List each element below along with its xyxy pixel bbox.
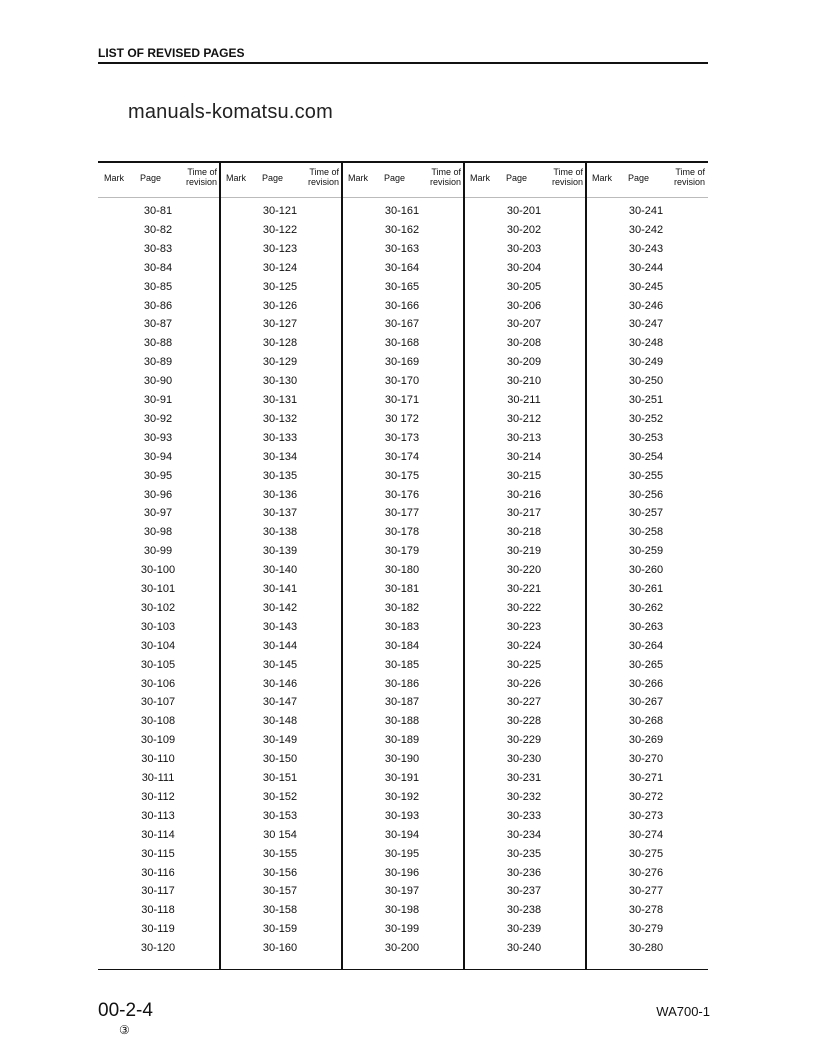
page-cell: 30-239: [506, 923, 542, 936]
column-divider: [585, 161, 587, 970]
page-cell: 30-105: [140, 658, 176, 671]
page-cell: 30-209: [506, 356, 542, 369]
page-cell: 30-138: [262, 526, 298, 539]
page-cell: 30-114: [141, 828, 175, 841]
page-cell: 30-152: [262, 790, 298, 803]
column-divider: [219, 161, 221, 970]
page-cell: 30-101: [140, 583, 176, 595]
page-cell: 30-223: [506, 620, 542, 633]
page-cell: 30-263: [628, 620, 664, 633]
page-cell: 30-211: [507, 394, 541, 406]
page-cell: 30-248: [628, 337, 664, 350]
page-cell: 30-253: [628, 431, 664, 444]
title-rule: [98, 62, 708, 64]
page-cell: 30-261: [628, 583, 664, 595]
page-cell: 30-132: [262, 412, 298, 425]
page-cell: 30 154: [263, 828, 297, 841]
page-cell: 30-212: [506, 412, 542, 425]
page-cell: 30-84: [143, 261, 173, 274]
table-column-group: [342, 161, 464, 970]
page-cell: 30-98: [143, 526, 173, 539]
page-cell: 30-268: [628, 715, 664, 728]
page-cell: 30-221: [506, 583, 542, 595]
page-cell: 30-156: [262, 866, 298, 879]
page-cell: 30-181: [384, 583, 420, 595]
page-cell: 30-128: [262, 337, 298, 350]
page-cell: 30-276: [628, 866, 664, 879]
page-cell: 30-119: [141, 923, 175, 936]
page-cell: 30-247: [628, 318, 664, 331]
page-cell: 30-274: [628, 828, 664, 841]
page-cell: 30 172: [385, 412, 419, 425]
revised-pages-table: [98, 161, 708, 970]
page-cell: 30-159: [262, 923, 298, 936]
page-cell: 30-231: [506, 772, 542, 784]
page-cell: 30-129: [262, 356, 298, 369]
table-column-group: [98, 161, 220, 970]
page-cell: 30-267: [628, 696, 664, 709]
page-cell: 30-183: [384, 620, 420, 633]
page-cell: 30-163: [384, 242, 420, 255]
page-cell: 30-227: [506, 696, 542, 709]
page-cell: 30-259: [628, 545, 664, 558]
page-cell: 30-151: [262, 772, 298, 784]
page-cell: 30-120: [140, 942, 176, 955]
page-cell: 30-273: [628, 809, 664, 822]
page-cell: 30-153: [262, 809, 298, 822]
page-cell: 30-97: [143, 507, 173, 520]
page-cell: 30-213: [506, 431, 542, 444]
page-cell: 30-136: [262, 488, 298, 501]
page-cell: 30-115: [141, 847, 175, 860]
page-cell: 30-143: [262, 620, 298, 633]
page-cell: 30-135: [262, 469, 298, 482]
page-cell: 30-127: [262, 318, 298, 331]
page-cell: 30-155: [262, 847, 298, 860]
page-cell: 30-107: [140, 696, 176, 709]
column-header-mark: Mark: [226, 173, 246, 183]
column-header-mark: Mark: [592, 173, 612, 183]
page-cell: 30-278: [628, 904, 664, 917]
page-cell: 30-177: [384, 507, 420, 520]
page-cell: 30-86: [143, 299, 173, 312]
page-cell: 30-280: [628, 942, 664, 955]
table-column-group: [464, 161, 586, 970]
page-cell: 30-179: [384, 545, 420, 558]
page-cell: 30-139: [262, 545, 298, 558]
page-cell: 30-99: [143, 545, 173, 558]
page-cell: 30-169: [384, 356, 420, 369]
page-cell: 30-219: [506, 545, 542, 558]
page-cell: 30-277: [628, 885, 664, 898]
page-cell: 30-126: [262, 299, 298, 312]
page-cell: 30-130: [262, 375, 298, 388]
page-cell: 30-170: [384, 375, 420, 388]
page-cell: 30-191: [384, 772, 420, 784]
page-cell: 30-110: [141, 753, 175, 766]
column-header-page: Page: [140, 173, 162, 183]
page-cell: 30-178: [384, 526, 420, 539]
column-header-page: Page: [628, 173, 650, 183]
page-cell: 30-106: [140, 677, 176, 690]
page-cell: 30-109: [140, 734, 176, 747]
page-cell: 30-91: [143, 394, 173, 406]
page-cell: 30-146: [262, 677, 298, 690]
page-cell: 30-142: [262, 601, 298, 614]
page-cell: 30-123: [262, 242, 298, 255]
page-cell: 30-275: [628, 847, 664, 860]
column-header-time: Time of revision: [307, 167, 339, 187]
page-cell: 30-89: [143, 356, 173, 369]
page-cell: 30-251: [628, 394, 664, 406]
page-cell: 30-196: [384, 866, 420, 879]
page-cell: 30-168: [384, 337, 420, 350]
footer-revision-mark: ③: [119, 1023, 130, 1037]
page-cell: 30-117: [141, 885, 175, 898]
table-column-group: [220, 161, 342, 970]
page-cell: 30-148: [262, 715, 298, 728]
page-cell: 30-147: [262, 696, 298, 709]
column-divider: [341, 161, 343, 970]
page-cell: 30-245: [628, 280, 664, 293]
footer-model: WA700-1: [656, 1004, 710, 1019]
page-cell: 30-229: [506, 734, 542, 747]
page-cell: 30-141: [262, 583, 298, 595]
page-cell: 30-204: [506, 261, 542, 274]
page-cell: 30-232: [506, 790, 542, 803]
page-cell: 30-186: [384, 677, 420, 690]
page-cell: 30-222: [506, 601, 542, 614]
page-cell: 30-192: [384, 790, 420, 803]
page-cell: 30-184: [384, 639, 420, 652]
page-cell: 30-225: [506, 658, 542, 671]
page-cell: 30-266: [628, 677, 664, 690]
page-cell: 30-164: [384, 261, 420, 274]
page-cell: 30-92: [143, 412, 173, 425]
page-cell: 30-218: [506, 526, 542, 539]
page-cell: 30-174: [384, 450, 420, 463]
page-cell: 30-241: [628, 205, 664, 217]
page-cell: 30-220: [506, 564, 542, 577]
page-cell: 30-102: [140, 601, 176, 614]
page-cell: 30-234: [506, 828, 542, 841]
page-cell: 30-185: [384, 658, 420, 671]
column-header-time: Time of revision: [429, 167, 461, 187]
page-cell: 30-260: [628, 564, 664, 577]
page-cell: 30-160: [262, 942, 298, 955]
page-cell: 30-93: [143, 431, 173, 444]
page-cell: 30-254: [628, 450, 664, 463]
page-cell: 30-246: [628, 299, 664, 312]
page-cell: 30-202: [506, 223, 542, 236]
page-cell: 30-104: [140, 639, 176, 652]
page-cell: 30-176: [384, 488, 420, 501]
watermark: manuals-komatsu.com: [128, 101, 333, 123]
page-cell: 30-264: [628, 639, 664, 652]
page-cell: 30-201: [506, 205, 542, 217]
column-divider: [463, 161, 465, 970]
page-cell: 30-200: [384, 942, 420, 955]
page-cell: 30-228: [506, 715, 542, 728]
page-cell: 30-203: [506, 242, 542, 255]
page-cell: 30-238: [506, 904, 542, 917]
page-cell: 30-224: [506, 639, 542, 652]
page-cell: 30-199: [384, 923, 420, 936]
page-cell: 30-180: [384, 564, 420, 577]
page-cell: 30-112: [141, 790, 175, 803]
page-cell: 30-210: [506, 375, 542, 388]
page-cell: 30-144: [262, 639, 298, 652]
page-cell: 30-182: [384, 601, 420, 614]
column-header-time: Time of revision: [673, 167, 705, 187]
page-cell: 30-88: [143, 337, 173, 350]
page-cell: 30-166: [384, 299, 420, 312]
page-cell: 30-249: [628, 356, 664, 369]
page-cell: 30-116: [141, 866, 175, 879]
page-cell: 30-85: [143, 280, 173, 293]
page-cell: 30-189: [384, 734, 420, 747]
column-header-mark: Mark: [348, 173, 368, 183]
page-cell: 30-137: [262, 507, 298, 520]
column-header-time: Time of revision: [185, 167, 217, 187]
page-cell: 30-81: [143, 205, 173, 217]
page-cell: 30-83: [143, 242, 173, 255]
page-cell: 30-214: [506, 450, 542, 463]
page-cell: 30-118: [141, 904, 175, 917]
page-cell: 30-217: [506, 507, 542, 520]
page-cell: 30-256: [628, 488, 664, 501]
column-header-page: Page: [262, 173, 284, 183]
page-cell: 30-96: [143, 488, 173, 501]
page-cell: 30-157: [262, 885, 298, 898]
page-cell: 30-121: [262, 205, 298, 217]
page-cell: 30-258: [628, 526, 664, 539]
page-cell: 30-194: [384, 828, 420, 841]
page-title: LIST OF REVISED PAGES: [98, 46, 245, 60]
page-cell: 30-233: [506, 809, 542, 822]
page-cell: 30-161: [384, 205, 420, 217]
column-header-time: Time of revision: [551, 167, 583, 187]
page-cell: 30-230: [506, 753, 542, 766]
column-header-page: Page: [506, 173, 528, 183]
page-cell: 30-82: [143, 223, 173, 236]
page-cell: 30-240: [506, 942, 542, 955]
page-cell: 30-124: [262, 261, 298, 274]
page-cell: 30-94: [143, 450, 173, 463]
page-cell: 30-162: [384, 223, 420, 236]
page-cell: 30-108: [140, 715, 176, 728]
page-cell: 30-95: [143, 469, 173, 482]
page-cell: 30-103: [140, 620, 176, 633]
page-cell: 30-131: [262, 394, 298, 406]
footer-page-number: 00-2-4: [98, 1000, 153, 1021]
page-cell: 30-262: [628, 601, 664, 614]
page-cell: 30-271: [628, 772, 664, 784]
page-cell: 30-270: [628, 753, 664, 766]
page-cell: 30-216: [506, 488, 542, 501]
column-header-mark: Mark: [470, 173, 490, 183]
page-cell: 30-269: [628, 734, 664, 747]
page-cell: 30-145: [262, 658, 298, 671]
page-cell: 30-193: [384, 809, 420, 822]
page-cell: 30-244: [628, 261, 664, 274]
page-cell: 30-235: [506, 847, 542, 860]
column-header-page: Page: [384, 173, 406, 183]
page-cell: 30-140: [262, 564, 298, 577]
table-column-group: [586, 161, 708, 970]
page-cell: 30-188: [384, 715, 420, 728]
page-cell: 30-215: [506, 469, 542, 482]
page-cell: 30-243: [628, 242, 664, 255]
page-cell: 30-173: [384, 431, 420, 444]
page-cell: 30-265: [628, 658, 664, 671]
page-cell: 30-113: [141, 809, 175, 822]
page-cell: 30-207: [506, 318, 542, 331]
page-cell: 30-252: [628, 412, 664, 425]
page-cell: 30-206: [506, 299, 542, 312]
page-cell: 30-197: [384, 885, 420, 898]
page-cell: 30-122: [262, 223, 298, 236]
page-cell: 30-90: [143, 375, 173, 388]
column-header-mark: Mark: [104, 173, 124, 183]
page-cell: 30-236: [506, 866, 542, 879]
page-cell: 30-150: [262, 753, 298, 766]
page-cell: 30-111: [141, 772, 175, 784]
page-cell: 30-165: [384, 280, 420, 293]
page-cell: 30-133: [262, 431, 298, 444]
page-cell: 30-250: [628, 375, 664, 388]
page-cell: 30-190: [384, 753, 420, 766]
page-cell: 30-167: [384, 318, 420, 331]
page-cell: 30-158: [262, 904, 298, 917]
page-cell: 30-205: [506, 280, 542, 293]
page-cell: 30-255: [628, 469, 664, 482]
page-cell: 30-175: [384, 469, 420, 482]
page-cell: 30-226: [506, 677, 542, 690]
page-cell: 30-195: [384, 847, 420, 860]
page-cell: 30-187: [384, 696, 420, 709]
page-cell: 30-125: [262, 280, 298, 293]
page-cell: 30-208: [506, 337, 542, 350]
page-cell: 30-134: [262, 450, 298, 463]
page-cell: 30-257: [628, 507, 664, 520]
page-cell: 30-237: [506, 885, 542, 898]
page-cell: 30-171: [384, 394, 420, 406]
page-cell: 30-272: [628, 790, 664, 803]
page-cell: 30-149: [262, 734, 298, 747]
page-cell: 30-242: [628, 223, 664, 236]
page-cell: 30-198: [384, 904, 420, 917]
page-cell: 30-279: [628, 923, 664, 936]
page-cell: 30-87: [143, 318, 173, 331]
page-cell: 30-100: [140, 564, 176, 577]
